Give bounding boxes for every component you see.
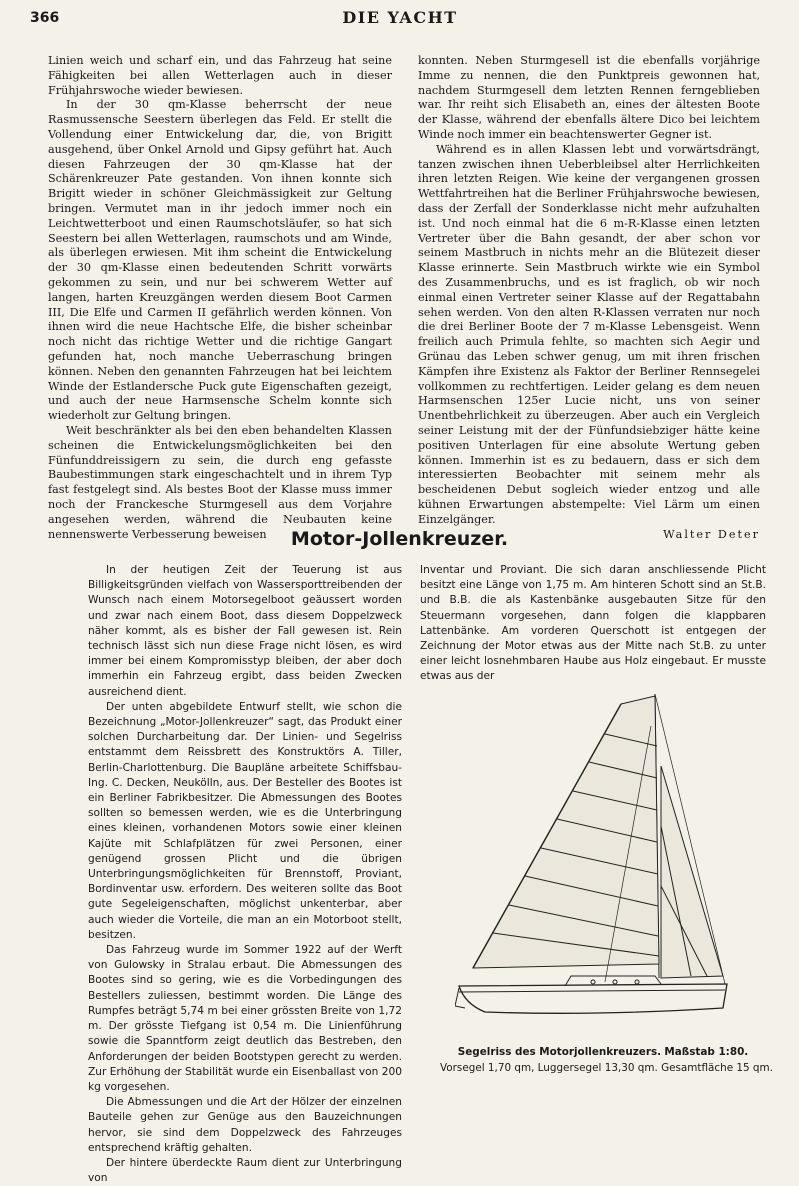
paragraph: Während es in allen Klassen lebt und vorwärtsdrängt, tanzen zwischen ihnen Ueberbleibsel alter Herrlichkeiten ihren letzten Reigen. Wie keine der vergangenen grossen Wettfahrtreihen hat die Berliner Frühjahrswoche bewiesen, dass der Zerfall der Sonderklasse nicht mehr aufzuhalten ist. Und noch einmal hat die 6 m-R-Klasse einen letzten Vertreter über die Bahn gesandt, der aber schon vor seinem Mastbruch in nichts mehr an die Blütezeit dieser Klasse erinnerte. Sein Mastbruch wirkte wie ein Symbol des Zusammenbruchs, und es ist fraglich, ob wir noch einmal einen Vertreter seiner Klasse auf der Regattabahn sehen werden. Von den alten R-Klassen verraten nur noch die drei Berliner Boote der 7 m-Klasse Lebensgeist. Wenn freilich auch Primula fehlte, so machten sich Aegir und Grünau das Leben schwer genug, um mit ihren frischen Kämpfen ihre Existenz als Faktor der Berliner Rennsegelei vollkommen zu rechtfertigen. Leider gelang es dem neuen Harmsenschen 125er Lucie nicht, uns von seiner Unentbehrlichkeit zu überzeugen. Aber auch ein Vergleich seiner Leistung mit der der Fünfundsiebziger hätte keine positiven Unterlagen für eine absolute Wertung geben können. Immerhin ist es zu bedauern, dass er sich dem interessierten Beobachter mit seinem mehr als bescheidenen Debut sogleich wieder entzog und alle kühnen Erwartungen abstempelte: Viel Lärm um einen Einzelgänger. bbox=[418, 142, 760, 526]
journal-title: DIE YACHT bbox=[342, 8, 458, 27]
paragraph: Das Fahrzeug wurde im Sommer 1922 auf der Werft von Gulowsky in Stralau erbaut. Die Abmessungen des Bootes sind so gering, wie es die Vorbedingungen des Bestellers zuliessen, bestimmt worden. Die Länge des Rumpfes beträgt 5,74 m bei einer grössten Breite von 1,72 m. Der grösste Tiefgang ist 0,54 m. Die Linienführung sowie die Spanntform zeigt deutlich das Bestreben, den Anforderungen der beiden Bootstypen gerecht zu werden. Zur Erhöhung der Stabilität wurde ein Eisenballast von 200 kg vorgesehen. bbox=[88, 944, 402, 1093]
caption-detail: Vorsegel 1,70 qm, Luggersegel 13,30 qm. Gesamtfläche 15 qm. bbox=[440, 1062, 773, 1074]
left-column bbox=[48, 54, 392, 542]
paragraph: In der 30 qm-Klasse beherrscht der neue Rasmussensche Seestern überlegen das Feld. Er stellt die Vollendung einer Entwickelung dar, die, von Brigitt ausgehend, über Onkel Arnold und Gipsy geführt hat. Auch diesen Fahrzeugen der 30 qm-Klasse hat der Schärenkreuzer Pate gestanden. Von ihnen konnte sich Brigitt wieder in schöner Gleichmässigkeit zur Geltung bringen. Vermutet man in ihr jedoch immer noch ein Leichtwetterboot und einen Raumschotsläufer, so hat sich Seestern bei allen Wetterlagen, raumschots und am Winde, als überlegen erwiesen. Mit ihm scheint die Entwickelung der 30 qm-Klasse einen bedeutenden Schritt vorwärts gekommen zu sein, und nur bei schwerem Wetter auf langen, harten Kreuzgängen werden diesem Boot Carmen III, Die Elfe und Carmen II gefährlich werden können. Von ihnen wird die neue Hachtsche Elfe, die bisher scheinbar noch nicht das richtige Wetter und die richtige Gangart gefunden hat, noch manche Ueberraschung bringen können. Neben den genannten Fahrzeugen hat bei leichtem Winde der Estlandersche Puck gute Eigenschaften gezeigt, und auch der neue Harmsensche Schelm konnte sich wiederholt zur Geltung bringen. bbox=[48, 98, 392, 423]
figure-caption bbox=[440, 1044, 773, 1076]
sail-plan-drawing bbox=[455, 686, 735, 1026]
paragraph: konnten. Neben Sturmgesell ist die ebenfalls vorjährige Imme zu nennen, die den Punktpreis gewonnen hat, nachdem Sturmgesell dem letzten Rennen ferngeblieben war. Ihr reiht sich Elisabeth an, eines der ältesten Boote der Klasse, während der ebenfalls ältere Dico bei leichtem Winde noch immer ein beachtenswerter Gegner ist. bbox=[418, 54, 760, 141]
paragraph: In der heutigen Zeit der Teuerung ist aus Billigkeitsgründen vielfach von Wassersporttreibenden der Wunsch nach einem Motorsegelboot geäussert worden und zwar nach einem Boot, dass diesem Doppelzweck näher kommt, als es bisher der Fall gewesen ist. Rein technisch lässt sich nun diese Frage nicht lösen, es wird immer bei einem Kompromisstyp bleiben, der aber doch immerhin ein Fahrzeug ergibt, dass beiden Zwecken ausreichend dient. bbox=[88, 564, 402, 698]
sail-plan-figure bbox=[455, 686, 735, 1026]
author-signature: Walter Deter bbox=[663, 527, 760, 541]
article-title: Motor-Jollenkreuzer. bbox=[290, 528, 509, 550]
paragraph: Der unten abgebildete Entwurf stellt, wie schon die Bezeichnung „Motor-Jollenkreuzer“ sagt, das Produkt einer solchen Durcharbeitung dar. Der Linien- und Segelriss entstammt dem Reissbrett des Konstruktörs A. Tiller, Berlin-Charlottenburg. Die Baupläne arbeitete Schiffsbau-Ing. C. Decken, Neukölln, aus. Der Besteller des Bootes ist ein Berliner Fabrikbesitzer. Die Abmessungen des Bootes sollten so bemessen werden, wie es die Unterbringung eines kleinen, vorhandenen Motors sowie einer kleinen Kajüte mit Schlafplätzen für zwei Personen, einer genügend grossen Plicht und die übrigen Unterbringungsmöglichkeiten für Brennstoff, Proviant, Bordinventar usw. erfordern. Des weiteren sollte das Boot gute Segeleigenschaften, möglichst unkenterbar, aber auch wieder die Vorteile, die man an ein Motorboot stellt, besitzen. bbox=[88, 700, 402, 941]
article-right-column bbox=[420, 563, 766, 685]
paragraph: Linien weich und scharf ein, und das Fahrzeug hat seine Fähigkeiten bei allen Wetterlagen auch in dieser Frühjahrswoche wieder bewiesen. bbox=[48, 54, 392, 97]
hull bbox=[459, 984, 727, 1013]
page-number: 366 bbox=[30, 10, 60, 26]
page-header bbox=[30, 8, 770, 30]
caption-title: Segelriss des Motorjollenkreuzers. bbox=[457, 1046, 662, 1058]
paragraph: Weit beschränkter als bei den eben behandelten Klassen scheinen die Entwickelungsmöglichkeiten bei den Fünfunddreissigern zu sein, die durch eng gefasste Baubestimmungen stark eingeschachtelt und in ihrem Typ fast festgelegt sind. Als bestes Boot der Klasse muss immer noch der Franckesche Sturmgesell aus dem Vorjahre angesehen werden, während die Neubauten keine nennenswerte Verbesserung beweisen bbox=[48, 423, 392, 541]
paragraph: Die Abmessungen und die Art der Hölzer der einzelnen Bauteile gehen zur Genüge aus den Bauzeichnungen hervor, sie sind dem Doppelzweck des Fahrzeuges entsprechend kräftig gehalten. bbox=[88, 1096, 402, 1154]
caption-scale: Maßstab 1:80. bbox=[664, 1046, 749, 1058]
article-left-column bbox=[88, 563, 402, 1186]
paragraph: Inventar und Proviant. Die sich daran anschliessende Plicht besitzt eine Länge von 1,75 m. Am hinteren Schott sind an St.B. und B.B. die als Kastenbänke ausgebauten Sitze für den Steuermann vorgesehen, dann folgen die klappbaren Lattenbänke. Am vorderen Querschott ist entgegen der Zeichnung der Motor etwas aus der Mitte nach St.B. zu unter einer leicht losnehmbaren Haube aus Holz eingebaut. Er musste etwas aus der bbox=[420, 564, 766, 683]
paragraph: Der hintere überdeckte Raum dient zur Unterbringung von bbox=[88, 1156, 402, 1185]
right-column bbox=[418, 54, 760, 542]
luggersail bbox=[473, 696, 659, 968]
